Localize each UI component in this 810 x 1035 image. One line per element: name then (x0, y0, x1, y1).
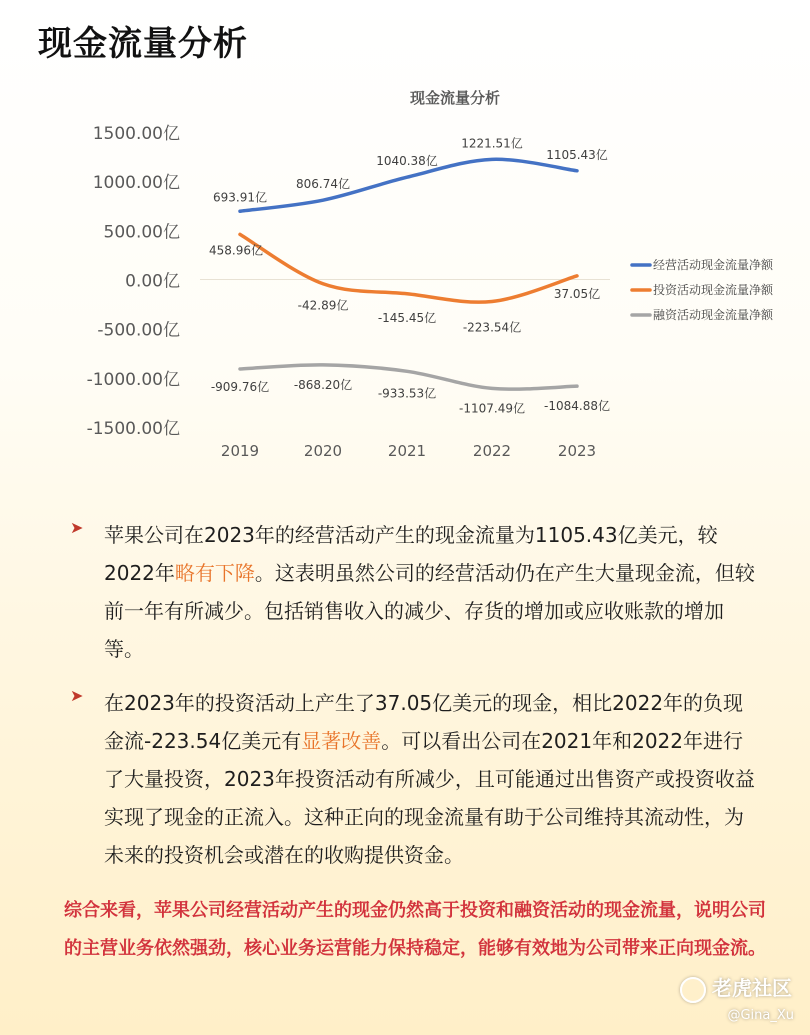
y-tick-label: 1000.00亿 (92, 173, 180, 194)
analysis-bullets (70, 516, 760, 890)
bullet-text-part: 。可以看出公司在2021年和2022年进行了大量投资，2023年投资活动有所减少，且可能通过出售资产或投资收益实现了现金的正流入。这种正向的现金流量有助于公司维持其流动性，为未来的投资机会或潜在的收购提供资金。 (104, 729, 755, 867)
chart-svg (0, 70, 810, 490)
bullet-text-part: 。这表明虽然公司的经营活动仍在产生大量现金流，但较前一年有所减少。包括销售收入的减少、存货的增加或应收账款的增加等。 (104, 561, 755, 661)
data-label: 806.74亿 (296, 177, 350, 192)
summary-text: 综合来看，苹果公司经营活动产生的现金仍然高于投资和融资活动的现金流量，说明公司的主营业务依然强劲，核心业务运营能力保持稳定，能够有效地为公司带来正向现金流。 (64, 900, 766, 959)
x-tick-label: 2023 (557, 442, 597, 460)
y-tick-label: 1500.00亿 (92, 124, 180, 144)
cash-flow-chart (0, 70, 810, 490)
arrow-bullet-icon: ➤ (70, 686, 84, 705)
x-tick-label: 2020 (303, 442, 343, 460)
bullet-text-part: 在2023年的投资活动上产生了37.05亿美元的现金，相比2022年的负现金流-223.54亿美元有 (104, 691, 744, 753)
page-title: 现金流量分析 (38, 24, 248, 64)
x-tick-label: 2022 (472, 442, 512, 460)
y-tick-label: -1500.00亿 (86, 419, 180, 439)
data-label: -1084.88亿 (544, 399, 610, 414)
data-label: -909.76亿 (210, 379, 270, 394)
data-label: -1107.49亿 (459, 401, 525, 416)
watermark-brand: 老虎社区 (712, 976, 792, 1000)
bullet-operating (70, 516, 760, 668)
bullet-text-part: 苹果公司在2023年的经营活动产生的现金流量为1105.43亿美元，较2022年 (104, 523, 718, 585)
legend-label: 融资活动现金流量净额 (653, 308, 774, 322)
legend-label: 经营活动现金流量净额 (653, 258, 774, 272)
data-label: -223.54亿 (462, 320, 522, 335)
data-label: 693.91亿 (213, 190, 267, 205)
legend-label: 投资活动现金流量净额 (653, 283, 774, 297)
data-label: -42.89亿 (297, 298, 349, 313)
y-tick-label: 500.00亿 (103, 222, 180, 243)
watermark (680, 972, 792, 1003)
data-label: 37.05亿 (553, 286, 601, 301)
y-tick-label: -1000.00亿 (86, 369, 180, 390)
data-label: -933.53亿 (377, 386, 437, 401)
bullet-investing (70, 684, 760, 874)
bullet-text (104, 516, 760, 668)
data-label: -145.45亿 (377, 310, 437, 325)
x-tick-label: 2019 (220, 442, 260, 460)
tiger-logo-icon (680, 977, 706, 1003)
bullet-highlight: 显著改善 (301, 729, 382, 753)
x-tick-label: 2021 (387, 442, 427, 460)
bullet-highlight: 略有下降 (174, 561, 255, 585)
chart-title: 现金流量分析 (409, 89, 501, 107)
data-label: 458.96亿 (209, 243, 263, 258)
y-tick-label: 0.00亿 (125, 271, 180, 292)
data-label: 1221.51亿 (461, 136, 523, 151)
data-label: 1105.43亿 (546, 147, 608, 162)
y-tick-label: -500.00亿 (97, 320, 180, 341)
data-label: 1040.38亿 (376, 154, 438, 169)
arrow-bullet-icon: ➤ (70, 518, 84, 537)
series-line-2 (240, 234, 577, 302)
data-label: -868.20亿 (293, 377, 353, 392)
watermark-user: @Gina_Xu (727, 1008, 794, 1023)
bullet-text (104, 684, 760, 874)
